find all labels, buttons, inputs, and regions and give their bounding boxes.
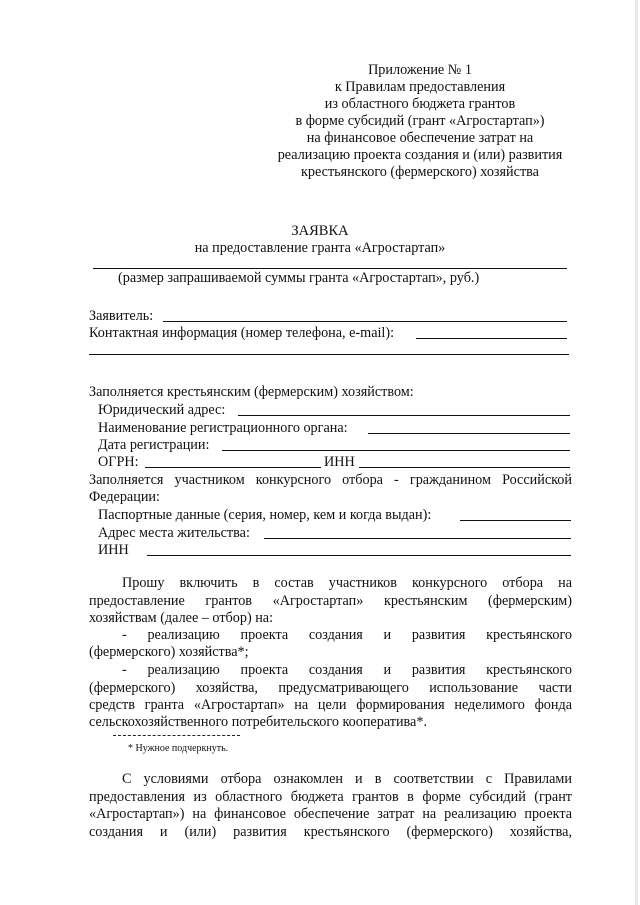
appendix-number: Приложение № 1: [368, 62, 472, 78]
form-subtitle: на предоставление гранта «Агростартап»: [194, 240, 446, 256]
residence-label: Адрес места жительства:: [98, 525, 250, 541]
request-line: Прошу включить в состав участников конкурсного отбора на: [122, 575, 572, 591]
form-title: ЗАЯВКА: [291, 223, 349, 239]
appendix-line: на финансовое обеспечение затрат на: [306, 130, 534, 146]
agreement-line: С условиями отбора ознакомлен и в соответствии с Правилами: [122, 771, 572, 787]
option-two-line: - реализацию проекта создания и развития крестьянского: [122, 662, 572, 678]
request-line: хозяйствам (далее – отбор) на:: [89, 610, 274, 626]
applicant-field[interactable]: [163, 308, 567, 322]
citizen-inn-label: ИНН: [98, 542, 129, 558]
applicant-label: Заявитель:: [89, 308, 154, 324]
legal-address-field[interactable]: [238, 402, 570, 416]
citizen-heading-line: Федерации:: [89, 489, 160, 505]
farm-inn-field[interactable]: [359, 454, 570, 468]
appendix-header: [250, 62, 590, 181]
passport-label: Паспортные данные (серия, номер, кем и когда выдан):: [98, 507, 432, 523]
request-line: предоставление грантов «Агростартап» крестьянским (фермерским): [89, 593, 572, 609]
passport-field[interactable]: [460, 507, 571, 521]
registration-authority-label: Наименование регистрационного органа:: [98, 420, 348, 436]
scan-edge-shadow: [635, 0, 638, 905]
ogrn-label: ОГРН:: [98, 454, 139, 470]
contact-field-continuation[interactable]: [89, 354, 569, 355]
appendix-line: в форме субсидий (грант «Агростартап»): [295, 113, 545, 129]
contact-field[interactable]: [416, 325, 567, 339]
appendix-line: к Правилам предоставления: [334, 79, 506, 95]
legal-address-label: Юридический адрес:: [98, 402, 226, 418]
registration-date-label: Дата регистрации:: [98, 437, 210, 453]
option-two-line: средств гранта «Агростартап» на цели формирования неделимого фонда: [89, 697, 572, 713]
amount-caption: (размер запрашиваемой суммы гранта «Агростартап», руб.): [118, 270, 480, 286]
residence-field[interactable]: [264, 525, 571, 539]
registration-authority-field[interactable]: [368, 420, 570, 434]
option-two-line: (фермерского) хозяйства, предусматривающего использование части: [89, 680, 572, 696]
ogrn-field[interactable]: [145, 454, 321, 468]
citizen-inn-field[interactable]: [147, 542, 571, 556]
citizen-heading-line: Заполняется участником конкурсного отбора - гражданином Российской: [89, 472, 572, 488]
farm-inn-label: ИНН: [324, 454, 355, 470]
footnote-separator: [113, 735, 240, 736]
agreement-line: создания и (или) развития крестьянского (фермерского) хозяйства,: [89, 824, 572, 840]
registration-date-field[interactable]: [222, 437, 570, 451]
option-one-line: (фермерского) хозяйства*;: [89, 644, 249, 660]
amount-field-line[interactable]: [93, 268, 567, 269]
contact-label: Контактная информация (номер телефона, e-mail):: [89, 325, 395, 341]
option-one-line: - реализацию проекта создания и развития крестьянского: [122, 627, 572, 643]
agreement-line: предоставления из областного бюджета грантов в форме субсидий (грант: [89, 789, 572, 805]
appendix-line: из областного бюджета грантов: [324, 96, 516, 112]
option-two-line: сельскохозяйственного потребительского кооператива*.: [89, 714, 427, 730]
appendix-line: реализацию проекта создания и (или) развития: [277, 147, 563, 163]
appendix-line: крестьянского (фермерского) хозяйства: [301, 164, 539, 180]
footnote: * Нужное подчеркнуть.: [128, 743, 229, 754]
farm-heading: Заполняется крестьянским (фермерским) хозяйством:: [89, 384, 414, 400]
agreement-line: «Агростартап») на финансовое обеспечение затрат на реализацию проекта: [89, 806, 572, 822]
